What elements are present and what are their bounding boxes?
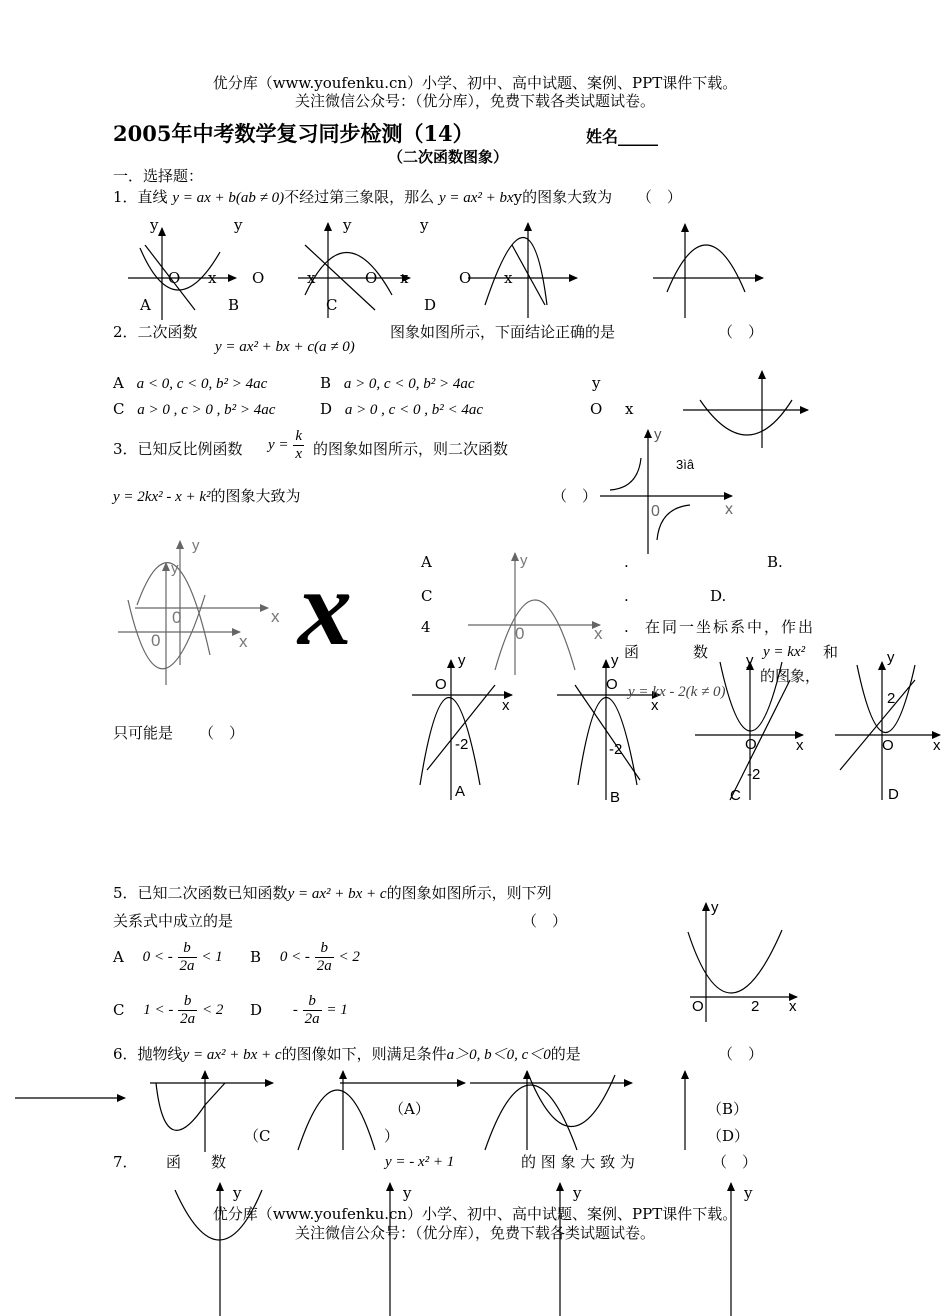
q3-text-b: 的图象如图所示，则二次函数 [313,440,509,458]
q4-a-x: x [502,697,510,714]
q7-answer-paren: （ ） [712,1153,758,1171]
q5-option-c-letter: C [113,1001,125,1019]
q5-b-den: 2a [316,957,332,974]
q1-text-c: y的图象大致为 [513,188,613,206]
q1-a-x-label: x [208,269,217,287]
q5-formula: y = ax² + bx + c [287,886,387,902]
q3-grey-y1: y [192,537,200,554]
q4-option-b[interactable]: B [610,789,621,806]
q5-answer-paren: （ ） [522,912,568,930]
q3-frac-den: x [295,445,302,462]
q1-option-d[interactable]: D [424,296,437,314]
q5-option-a-letter: A [113,948,124,966]
q4-answer-paren: （ ） [199,724,245,742]
footer-line-2: 关注微信公众号：（优分库），免费下载各类试题试卷。 [294,1224,655,1242]
q3-option-b[interactable]: B. [767,553,783,571]
q1-graph-d [468,223,577,318]
q1-text-b: 不经过第三象限，那么 [284,188,435,206]
q1-text-a: 直线 [137,188,168,206]
q4-b-y: y [611,652,619,669]
q4-option-d[interactable]: D [888,786,899,803]
q3-grey-x2: x [239,632,248,651]
q2-option-b-math: a > 0, c < 0, b² > 4ac [343,376,475,392]
q1-c-origin: O [365,269,378,287]
q3-dot-2: . [624,587,629,605]
q7-graph1-y: y [233,1184,242,1202]
q2-option-a[interactable] [113,374,267,393]
q5-option-b[interactable] [250,940,360,974]
q4-option-a[interactable]: A [455,783,466,800]
q5-option-c-frac [178,993,197,1027]
q5-option-c-post: < 2 [201,1002,224,1018]
subtitle: （二次函数图象） [388,148,509,166]
q1-number: 1． [113,188,138,206]
q5-option-a-post: < 1 [201,949,223,965]
q2-option-a-math: a < 0, c < 0, b² > 4ac [136,376,268,392]
q5-option-b-pre: 0 < - [279,949,310,965]
q4-text-c: 和 [823,643,839,661]
q1-option-a[interactable]: A [140,296,151,314]
q3-lead: 已知反比例函数 [137,440,243,458]
q2-graph-origin: O [590,400,603,418]
q2-option-b[interactable] [320,374,475,393]
q5-graph-x: x [789,998,797,1015]
q2-graph-y: y [592,374,601,392]
q1-a-y-label: y [150,216,159,234]
q6-label-c[interactable]: （C [244,1127,271,1145]
q5-text-c: 关系式中成立的是 [113,912,234,930]
q5-option-d-frac [303,993,322,1027]
q3-formula-inverse [268,428,304,462]
q3-grey-o2: 0 [151,631,161,650]
q5-option-b-letter: B [250,948,262,966]
q4-b-o: O [606,676,618,693]
q2-answer-paren: （ ） [718,323,764,341]
q5-graph-y: y [711,899,719,916]
q1-option-b[interactable]: B [228,296,240,314]
q4-b-x: x [651,697,659,714]
q7-graph4-y: y [744,1184,753,1202]
q4-a-o: O [435,676,447,693]
q4-text-b1: 函 [624,643,640,661]
q4-graph-d [835,662,940,800]
q5-c-den: 2a [180,1010,196,1027]
q2-text-b: 图象如图所示，下面结论正确的是 [390,323,616,341]
q3-grey-y3: y [520,552,528,569]
q1-option-c[interactable]: C [326,296,338,314]
q2-number: 2． [113,323,138,341]
q3-fig-label: 3ìâ [676,457,695,472]
q4-b-m2: -2 [609,741,623,758]
q5-graph-2: 2 [751,998,760,1015]
q1-c-x-neg: x [307,269,316,287]
q2-formula: y = ax² + bx + c(a ≠ 0) [215,339,355,355]
q1-answer-paren: （ ） [636,188,682,206]
section-heading: 一．选择题： [113,167,204,185]
q4-text-b2: 数 [693,643,709,661]
q4-d-o: O [882,737,894,754]
header-line-2: 关注微信公众号：（优分库），免费下载各类试题试卷。 [294,92,655,110]
q4-c-o: O [745,736,757,753]
q5-option-b-frac [315,940,334,974]
q1-a-origin: O [168,269,181,287]
q5-number: 5． [113,884,138,902]
q5-lead: 已知二次函数已知函数 [137,884,288,902]
q5-graph-origin: O [692,998,704,1015]
q1-b-origin: O [252,269,265,287]
q1-formula-parabola: y = ax² + bx [438,190,514,206]
q5-a-num: b [178,940,197,958]
q1-d-y-label: y [420,216,429,234]
q2-text-a [113,323,198,341]
q5-option-d[interactable] [250,993,348,1027]
q2-option-b-letter: B [320,374,332,392]
q3-formula-y: y = [268,437,289,453]
q2-option-c-letter: C [113,400,125,418]
q1-d-x-label: x [504,269,513,287]
q6-label-b[interactable]: （B） [707,1100,749,1118]
q5-option-c-pre: 1 < - [143,1002,174,1018]
q6-label-d[interactable]: （D） [707,1127,750,1145]
q3-option-c[interactable]: C [421,587,433,605]
q3-grey-graph-1 [118,541,268,685]
q5-c-num: b [178,993,197,1011]
q3-frac-num: k [295,428,302,444]
q3-answer-paren: （ ） [552,487,598,505]
q2-option-d-math: a > 0 , c < 0 , b² < 4ac [344,402,483,418]
header-line-1: 优分库（www.youfenku.cn）小学、初中、高中试题、案例、PPT课件下载。 [212,74,738,92]
q3-fig-origin: 0 [651,503,660,520]
q5-a-den: 2a [179,957,195,974]
q3-dot-1: . [624,553,629,571]
q4-c-y: y [746,652,754,669]
q3-grey-y2: y [171,560,179,577]
q5-option-d-post: = 1 [326,1002,348,1018]
q3-text-a [113,440,243,458]
q5-graph [688,903,797,1022]
q3-grey-x3: x [594,624,603,643]
q6-answer-paren: （ ） [718,1045,764,1063]
q5-b-num: b [315,940,334,958]
q4-formula-2: y = kx - 2(k ≠ 0) [628,684,726,700]
footer-line-1: 优分库（www.youfenku.cn）小学、初中、高中试题、案例、PPT课件下载。 [212,1205,738,1223]
q3-fraction [293,428,304,462]
q6-text-c: 的是 [550,1045,581,1063]
q3-hyperbola-figure [600,430,732,554]
q4-c-x: x [796,737,804,754]
q5-text-b: 的图象如图所示，则下列 [386,884,552,902]
q6-graph-a [298,1071,465,1150]
q3-number: 3． [113,440,138,458]
q4-d-x: x [933,737,941,754]
q3-text-c-span: 的图象大致为 [210,487,301,505]
q1-formula-line: y = ax + b(ab ≠ 0) [172,190,285,206]
q3-grey-o3: 0 [515,624,525,643]
q4-a-m2: -2 [455,736,469,753]
q6-text-b: 的图像如下，则满足条件 [281,1045,447,1063]
q7-text-b: 的 图 象 大 致 为 [521,1153,635,1171]
q3-grey-graph-2 [468,553,600,675]
q7-graph-1 [175,1183,262,1316]
q2-option-c[interactable] [113,400,275,419]
q7-formula: y = - x² + 1 [385,1154,455,1170]
page-title: 2005年中考数学复习同步检测（14） [113,121,474,146]
q4-graph-a [412,660,512,800]
q3-grey-o1: 0 [172,608,182,627]
q6-label-a[interactable]: （A） [389,1100,430,1118]
q5-d-den: 2a [304,1010,320,1027]
q3-fig-y: y [654,426,662,443]
q6-condition: a＞0, b＜0, c＜0 [446,1047,551,1063]
q6-label-c-close: ） [384,1127,400,1145]
q3-formula-quadratic: y = 2kx² - x + k² [113,489,211,505]
q7-text-a: 函 数 [166,1153,227,1171]
q5-option-a-frac [178,940,197,974]
q2-graph-x: x [625,400,634,418]
q2-lead: 二次函数 [137,323,198,341]
q5-option-d-pre: - [292,1002,298,1018]
q1-d-origin: O [459,269,472,287]
q4-a-y: y [458,652,466,669]
q5-option-a[interactable] [113,940,223,974]
q4-dot: . [624,618,629,636]
q7-number: 7． [113,1153,138,1171]
q5-option-b-post: < 2 [338,949,360,965]
q4-option-c[interactable]: C [730,787,741,804]
q5-text-a [113,884,552,903]
q2-graph [683,371,808,448]
q5-d-num: b [303,993,322,1011]
q4-c-m2: -2 [747,766,761,783]
q2-option-c-math: a > 0 , c > 0 , b² > 4ac [137,402,276,418]
name-field: 姓名_____ [586,127,659,146]
q4-d-p2: 2 [887,690,896,707]
q6-formula: y = ax² + bx + c [182,1047,282,1063]
q1-b-y-label: y [234,216,243,234]
q5-option-c[interactable] [113,993,223,1027]
q4-number: 4 [421,618,431,636]
q7-graph3-y: y [573,1184,582,1202]
q3-text-c [113,487,301,506]
q6-text [113,1045,581,1064]
q4-text-d: 的图象， [760,667,821,685]
q4-text-a: 在同一坐标系中，作出 [645,618,816,636]
q3-option-d[interactable]: D. [710,587,727,605]
q2-option-d-letter: D [320,400,333,418]
q3-option-a[interactable]: A [421,553,432,571]
q4-text-e [113,724,244,742]
q3-grey-x1: x [271,607,280,626]
q7-graph2-y: y [403,1184,412,1202]
q6-lead: 抛物线 [137,1045,183,1063]
q1-c-y-label: y [343,216,352,234]
q4-text-e-span: 只可能是 [113,724,174,742]
q5-option-a-pre: 0 < - [142,949,173,965]
q4-d-y: y [887,649,895,666]
q3-big-x-symbol: x [298,549,352,668]
q1-graph-4 [653,224,763,318]
q1-c-x-label: x [400,269,409,287]
q5-option-d-letter: D [250,1001,263,1019]
q4-formula-1: y = kx² [763,644,806,660]
q6-number: 6． [113,1045,138,1063]
q6-graph-b [470,1071,632,1150]
q2-option-d[interactable] [320,400,483,419]
q2-option-a-letter: A [113,374,124,392]
q3-fig-x: x [725,501,733,518]
